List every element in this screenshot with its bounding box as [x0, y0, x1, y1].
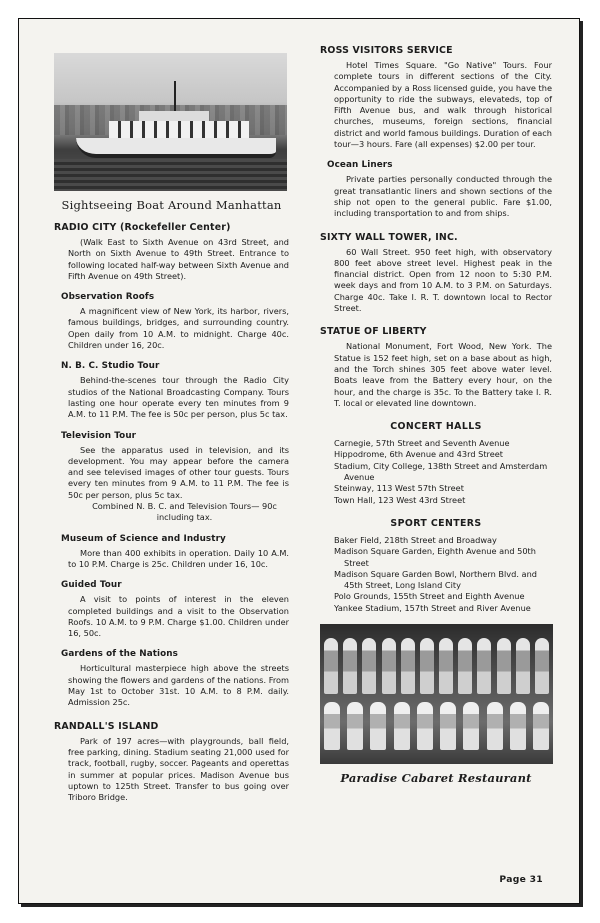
sport-centers-heading: SPORT CENTERS: [390, 517, 482, 529]
television-tour-heading: Television Tour: [61, 430, 137, 441]
museum-heading: Museum of Science and Industry: [61, 533, 226, 544]
list-item: Hippodrome, 6th Avenue and 43rd Street: [334, 449, 504, 460]
sixty-wall-text: 60 Wall Street. 950 feet high, with observatory 800 feet above street level. Highest peak in the financial district. Open from 12 noon to 5:30 P.M. week days and from 10 A.M. to 3 P.M. on Saturdays. Charge 40c. Take I. R. T. downtown local to Rector Street.: [334, 246, 552, 314]
list-item: Yankee Stadium, 157th Street and River Avenue: [334, 602, 531, 613]
list-item: Steinway, 113 West 57th Street: [334, 483, 464, 494]
museum-text: More than 400 exhibits in operation. Daily 10 A.M. to 10 P.M. Charge is 25c. Children under 16, 10c.: [68, 547, 289, 569]
cabaret-dancers-photo: [320, 624, 553, 764]
gardens-text: Horticultural masterpiece high above the streets showing the flowers and gardens of the nations. From May 1st to October 31st. 10 A.M. to 8 P.M. daily. Admission 25c.: [68, 663, 289, 708]
list-item: Baker Field, 218th Street and Broadway: [334, 534, 497, 545]
sport-centers-list: [334, 535, 552, 614]
ross-text: Hotel Times Square. "Go Native" Tours. Four complete tours in different sections of the City. Accompanied by a Ross licensed guide, you have the opportunity to ride the subways, elevateds, top of Fifth Avenue bus, and walk through historical churches, museums, foreign sections, financial district and world famous buildings. Duration of each tour—3 hours. Fare (all expenses) $2.00 per tour.: [334, 60, 552, 150]
gardens-heading: Gardens of the Nations: [61, 649, 179, 660]
ocean-liners-heading: Ocean Liners: [327, 160, 393, 171]
guided-tour-heading: Guided Tour: [61, 580, 122, 591]
left-column: [54, 53, 289, 803]
right-column: [320, 45, 552, 795]
list-item: Madison Square Garden Bowl, Northern Blvd. and 45th Street, Long Island City: [334, 568, 537, 591]
liberty-heading: STATUE OF LIBERTY: [320, 326, 427, 338]
nbc-tour-text: Behind-the-scenes tour through the Radio City studios of the National Broadcasting Company. Tours lasting one hour operate every ten minutes from 9 A.M. to 11 P.M. The fee is 50c per person, plus 5c tax.: [68, 375, 289, 420]
sixty-wall-heading: SIXTY WALL TOWER, INC.: [320, 231, 458, 243]
list-item: Carnegie, 57th Street and Seventh Avenue: [334, 438, 510, 449]
nbc-tour-heading: N. B. C. Studio Tour: [61, 361, 160, 372]
list-item: Stadium, City College, 138th Street and Amsterdam Avenue: [334, 460, 548, 483]
radio-city-text: (Walk East to Sixth Avenue on 43rd Street, and North on Sixth Avenue to 49th Street. Entrance to following located half-way between Sixth Avenue and Fifth Avenue on 49th Street).: [68, 237, 289, 281]
cabaret-photo-caption: Paradise Cabaret Restaurant: [340, 770, 532, 785]
list-item: Madison Square Garden, Eighth Avenue and 50th Street: [334, 546, 536, 568]
ocean-liners-text: Private parties personally conducted through the great transatlantic liners and shown sections of the ship not open to the general public. Fare $1.00, including transportation to and from ships.: [334, 174, 552, 219]
observation-roofs-text: A magnificent view of New York, its harbor, rivers, famous buildings, bridges, and surrounding country. Open daily from 10 A.M. to midnight. Charge 40c. Children under 16, 20c.: [68, 306, 289, 351]
randalls-island-heading: RANDALL'S ISLAND: [54, 720, 159, 732]
guided-tour-text: A visit to points of interest in the eleven completed buildings and a visit to the Observation Roofs. 10 A.M. to 9 P.M. Charge $1.00. Children under 16, 50c.: [68, 594, 289, 639]
list-item: Polo Grounds, 155th Street and Eighth Avenue: [334, 591, 525, 602]
ross-heading: ROSS VISITORS SERVICE: [320, 45, 453, 56]
observation-roofs-heading: Observation Roofs: [61, 292, 155, 303]
combined-tours-text: Combined N. B. C. and Television Tours— 90c including tax.: [92, 501, 277, 523]
sightseeing-boat-photo: [54, 53, 287, 191]
concert-halls-heading: CONCERT HALLS: [390, 421, 482, 433]
radio-city-heading: RADIO CITY (Rockefeller Center): [54, 222, 231, 233]
boat-photo-caption: Sightseeing Boat Around Manhattan: [61, 198, 282, 212]
concert-halls-list: [334, 438, 552, 506]
page-frame: [18, 18, 580, 904]
television-tour-text: See the apparatus used in television, and its development. You may appear before the camera and see televised images of other tour guests. Tours every ten minutes from 9 A.M. to 11 P.M. The fee is 50c per person, plus 5c tax.: [68, 444, 289, 500]
list-item: Town Hall, 123 West 43rd Street: [334, 494, 466, 505]
randalls-island-text: Park of 197 acres—with playgrounds, ball field, free parking, dining. Stadium seating 21,000 used for track, football, rugby, soccer. Pageants and operettas in summer at popular prices. Madison Avenue bus uptown to 125th Street. Transfer to bus going over Triboro Bridge.: [68, 735, 289, 803]
page-number: Page 31: [499, 874, 543, 885]
liberty-text: National Monument, Fort Wood, New York. The Statue is 152 feet high, set on a base about as high, and the Torch shines 305 feet above water level. Boats leave from the Battery every hour, on the hour, and the charge is 35c. To the Battery take I. R. T. local or elevated line downtown.: [334, 341, 552, 408]
